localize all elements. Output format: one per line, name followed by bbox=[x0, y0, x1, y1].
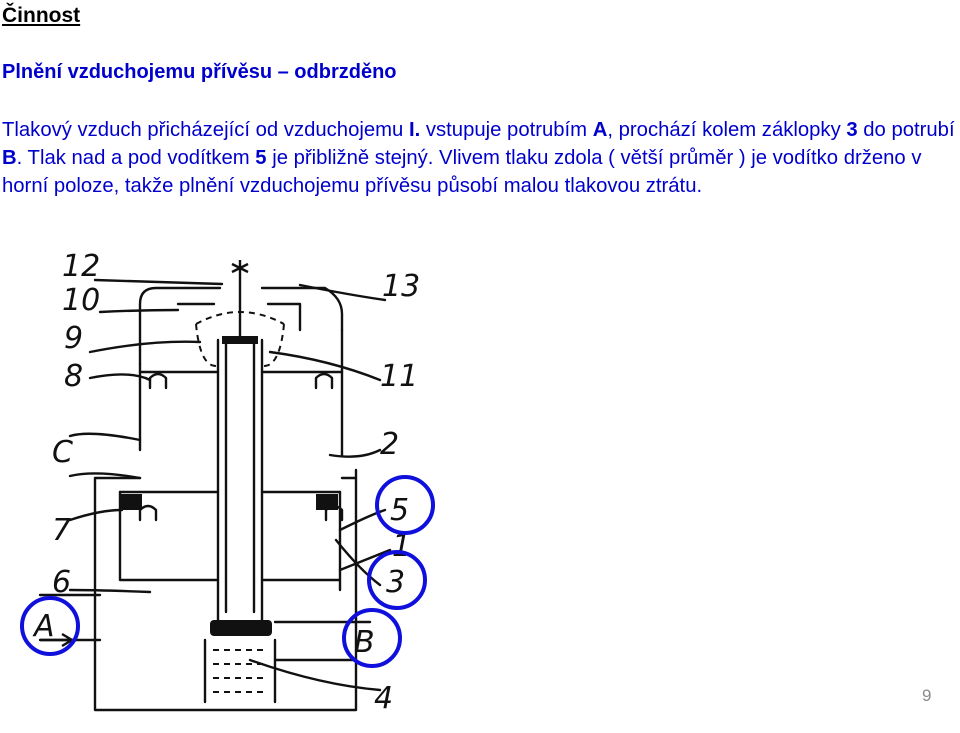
label-9: 9 bbox=[64, 321, 84, 356]
text-segment: vstupuje potrubím bbox=[420, 119, 593, 141]
bold-ref-I: I. bbox=[408, 119, 421, 141]
bold-ref-3: 3 bbox=[846, 119, 858, 141]
upper-body bbox=[140, 330, 342, 456]
bold-ref-5: 5 bbox=[255, 147, 267, 169]
text-segment: . Tlak nad a pod vodítkem bbox=[16, 147, 256, 169]
label-2: 2 bbox=[380, 427, 400, 462]
valve-seat bbox=[210, 620, 272, 636]
top-valve-disc bbox=[222, 336, 258, 344]
text-segment: do potrubí bbox=[857, 119, 955, 141]
description-paragraph bbox=[2, 116, 960, 200]
label-3: 3 bbox=[386, 565, 406, 600]
label-4: 4 bbox=[374, 681, 394, 716]
text-segment: Tlakový vzduch přicházející od vzduchojemu bbox=[2, 119, 409, 141]
top-cover bbox=[140, 288, 220, 364]
seal-block-left bbox=[120, 494, 142, 510]
label-1: 1 bbox=[392, 529, 412, 564]
top-screw bbox=[232, 260, 248, 336]
top-cover-right bbox=[262, 288, 342, 330]
label-a: A bbox=[34, 609, 55, 644]
label-11: 11 bbox=[380, 359, 419, 394]
seal-block-right bbox=[316, 494, 338, 510]
label-b: B bbox=[354, 625, 375, 660]
lower-spring bbox=[213, 650, 267, 692]
label-6: 6 bbox=[52, 565, 72, 600]
section-subtitle: Plnění vzduchojemu přívěsu – odbrzděno bbox=[2, 61, 397, 83]
page-number: 9 bbox=[922, 686, 932, 705]
label-8: 8 bbox=[64, 359, 84, 394]
label-12: 12 bbox=[62, 249, 101, 284]
text-segment: , prochází kolem záklopky bbox=[607, 119, 847, 141]
page-title: Činnost bbox=[2, 4, 81, 27]
valve-diagram bbox=[0, 240, 440, 733]
guide-stem bbox=[218, 340, 262, 620]
label-13: 13 bbox=[382, 269, 421, 304]
label-5: 5 bbox=[390, 493, 410, 528]
pipe-c bbox=[70, 434, 140, 478]
label-7: 7 bbox=[52, 513, 72, 548]
bold-ref-B: B bbox=[2, 147, 17, 169]
label-10: 10 bbox=[62, 283, 101, 318]
bold-ref-A: A bbox=[592, 119, 608, 141]
label-c: C bbox=[52, 435, 73, 470]
text-segment: je přibližně stejný. Vlivem tlaku zdola ( větší průměr ) je vodítko drženo v horní poloze, takže plnění vzduchojemu přívěsu působí malou tlakovou ztrátu. bbox=[2, 147, 922, 197]
